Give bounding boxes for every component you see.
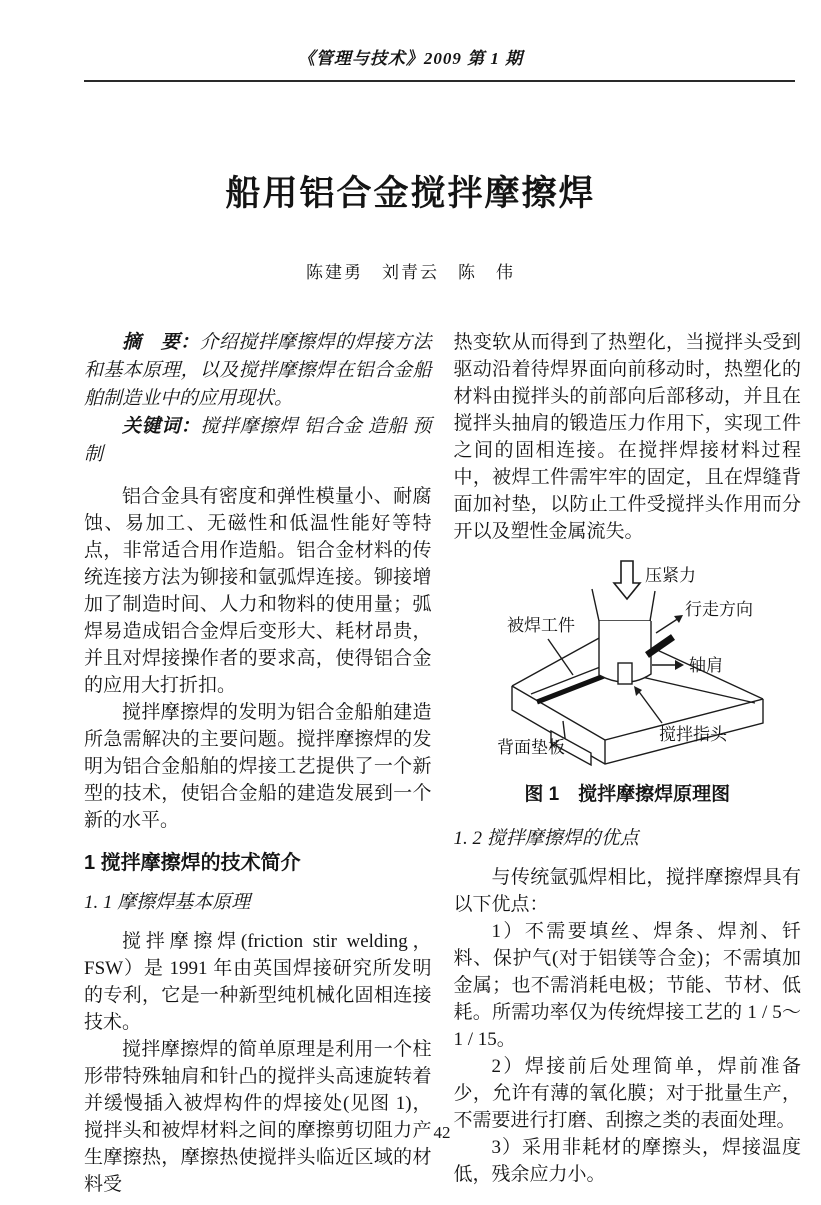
shoulder-label: 轴肩 bbox=[688, 656, 723, 675]
workpiece-label: 被焊工件 bbox=[506, 616, 575, 635]
authors-line: 陈建勇 刘青云 陈 伟 bbox=[306, 263, 515, 282]
fsw-principle-diagram bbox=[455, 553, 800, 773]
abstract-text: 介绍搅拌摩擦焊的焊接方法和基本原理，以及搅拌摩擦焊在铝合金船舶制造业中的应用现状。 bbox=[84, 332, 432, 409]
shoulder-arrow bbox=[652, 660, 684, 670]
clamp-force-arrow bbox=[614, 561, 640, 599]
clamp-force-label: 压紧力 bbox=[644, 566, 696, 585]
figure-1-fsw-diagram bbox=[454, 553, 802, 808]
abstract-block bbox=[84, 329, 432, 469]
abstract-paragraph bbox=[84, 329, 432, 413]
two-column-body bbox=[84, 329, 801, 1198]
body-paragraph: 热变软从而得到了热塑化，当搅拌头受到驱动沿着待焊界面向前移动时，热塑化的材料由搅拌头的前部向后部移动，并且在搅拌头抽肩的锻造压力作用下，实现工件之间的固相连接。在搅拌焊接材料过程中，被焊工件需牢牢的固定，且在焊缝背面加衬垫，以防止工件受搅拌头作用而分开以及塑性金属流失。 bbox=[453, 332, 801, 542]
section-1-1-heading: 1. 1 摩擦焊基本原理 bbox=[84, 892, 251, 913]
body-paragraph: 搅拌摩擦焊的简单原理是利用一个柱形带特殊轴肩和针凸的搅拌头高速旋转着并缓慢插入被焊构件的焊接处(见图 1)，搅拌头和被焊材料之间的摩擦剪切阻力产生摩擦热，摩擦热使搅拌头临近区域的材料受 bbox=[84, 1039, 432, 1195]
advantage-item-3: 3）采用非耗材的摩擦头，焊接温度低，残余应力小。 bbox=[453, 1137, 801, 1185]
stir-pin bbox=[618, 663, 632, 684]
keywords-paragraph bbox=[84, 413, 432, 469]
joint-line-right bbox=[633, 675, 755, 703]
abstract-label: 摘 要： bbox=[122, 332, 200, 353]
advantage-item-2: 2）焊接前后处理简单，焊前准备少，允许有薄的氧化膜；对于批量生产，不需要进行打磨、刮擦之类的表面处理。 bbox=[453, 1056, 801, 1131]
travel-direction-arrow bbox=[656, 615, 683, 633]
figure-1-caption: 图 1 搅拌摩擦焊原理图 bbox=[524, 784, 731, 805]
page-number: 42 bbox=[433, 1123, 451, 1142]
page-title: 船用铝合金搅拌摩擦焊 bbox=[225, 174, 596, 213]
journal-header: 《管理与技术》2009 第 1 期 bbox=[297, 49, 524, 68]
body-paragraph: 搅拌摩擦焊的发明为铝合金船舶建造所急需解决的主要问题。搅拌摩擦焊的发明为铝合金船舶的焊接工艺提供了一个新型的技术，使铝合金船的建造发展到一个新的水平。 bbox=[84, 702, 432, 831]
keywords-text: 搅拌摩擦焊 铝合金 造船 预制 bbox=[84, 416, 432, 465]
body-paragraph: 与传统氩弧焊相比，搅拌摩擦焊具有以下优点： bbox=[453, 867, 801, 915]
travel-direction-label: 行走方向 bbox=[684, 600, 753, 619]
body-paragraph: 铝合金具有密度和弹性模量小、耐腐蚀、易加工、无磁性和低温性能好等特点，非常适合用作造船。铝合金材料的传统连接方法为铆接和氩弧焊连接。铆接增加了制造时间、人力和物料的使用量；弧焊易造成铝合金焊后变形大、耗材昂贵，并且对焊接操作者的要求高，使得铝合金的应用大打折扣。 bbox=[84, 486, 432, 696]
workpiece-leader-line bbox=[548, 639, 573, 675]
stir-pin-arrow bbox=[634, 686, 662, 723]
backing-plate-label: 背面垫板 bbox=[496, 738, 565, 757]
keywords-label: 关键词： bbox=[122, 416, 201, 437]
fsw-tool bbox=[592, 589, 673, 684]
section-1-2-heading: 1. 2 搅拌摩擦焊的优点 bbox=[453, 828, 639, 849]
body-paragraph: 搅拌摩擦焊(friction stir welding，FSW）是 1991 年由英国焊接研究所发明的专利，它是一种新型纯机械化固相连接技术。 bbox=[84, 931, 432, 1033]
advantage-item-1: 1）不需要填丝、焊条、焊剂、钎料、保护气(对于铝镁等合金)；不需填加金属；也不需消耗电极；节能、节材、低耗。所需功率仅为传统焊接工艺的 1 / 5～1 / 15。 bbox=[453, 921, 801, 1050]
section-1-heading: 1 搅拌摩擦焊的技术简介 bbox=[84, 852, 301, 874]
right-column bbox=[454, 329, 802, 1198]
left-column bbox=[84, 329, 432, 1198]
header-rule bbox=[84, 80, 795, 82]
stir-pin-label: 搅拌指头 bbox=[658, 725, 727, 744]
